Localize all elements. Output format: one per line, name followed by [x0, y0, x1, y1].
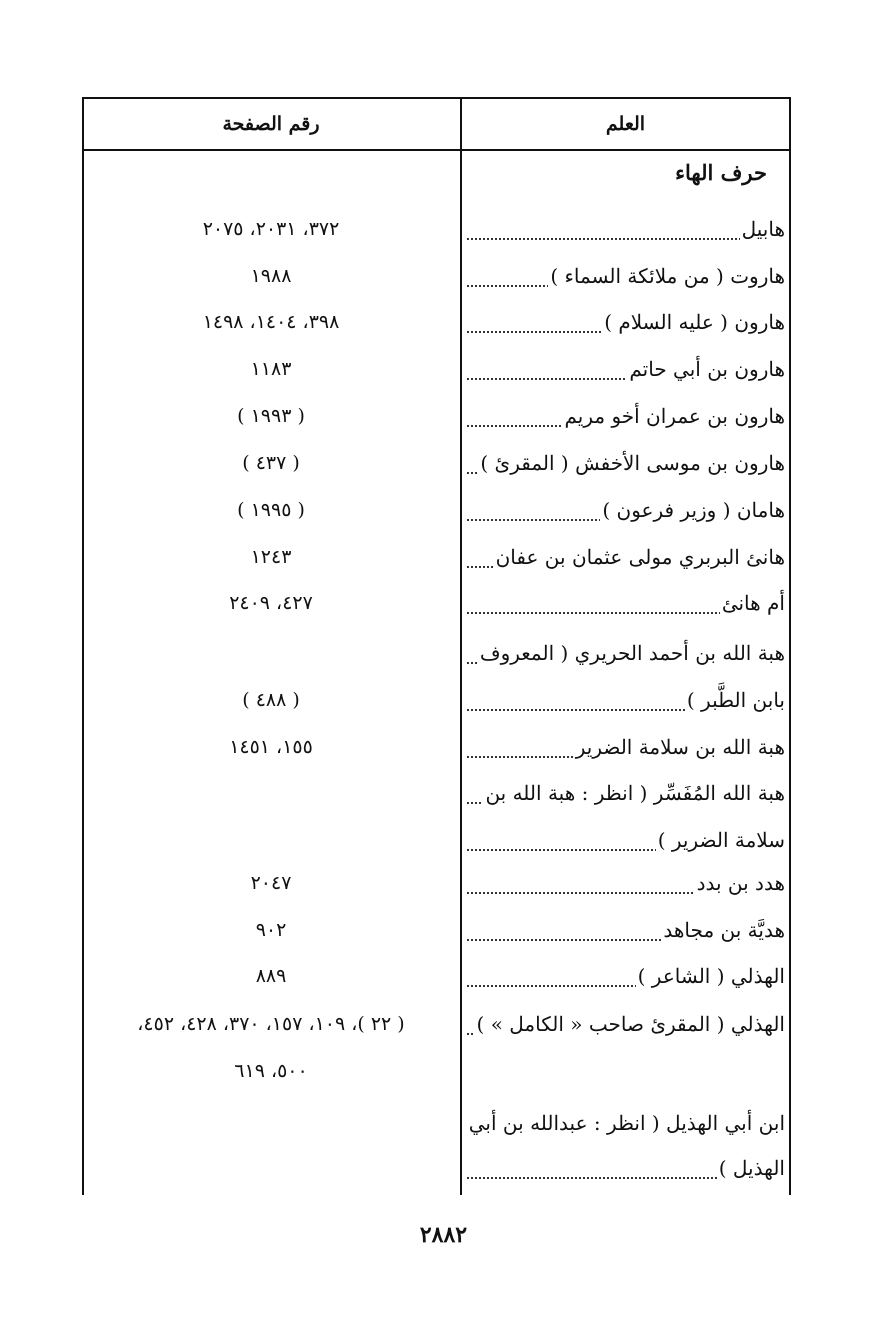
- entry-name-text: ابن أبي الهذيل ( انظر : عبدالله بن أبي: [468, 1111, 785, 1135]
- table-row: [82, 953, 791, 999]
- header-name-column: العلم: [605, 113, 646, 135]
- entry-pages: ١٢٤٣: [250, 546, 292, 568]
- table-row: [82, 1145, 791, 1191]
- entry-name: [467, 1100, 785, 1146]
- entry-pages: ٣٩٨، ١٤٠٤، ١٤٩٨: [202, 311, 340, 333]
- entry-name: [467, 1001, 785, 1047]
- table-row: [82, 393, 791, 439]
- table-row: [82, 1048, 791, 1094]
- entry-name-text: هاروت ( من ملائكة السماء ): [550, 264, 785, 288]
- entry-name: [467, 1145, 785, 1191]
- table-row: [82, 534, 791, 580]
- table-row: [82, 440, 791, 486]
- entry-name-text: هارون ( عليه السلام ): [604, 310, 785, 334]
- entry-pages: ١٥٥، ١٤٥١: [229, 736, 313, 758]
- table-row: [82, 724, 791, 770]
- entry-name: [467, 860, 785, 906]
- entry-name-text: هديَّة بن مجاهد: [663, 918, 785, 942]
- table-row: [82, 580, 791, 626]
- entry-pages: ١٩٨٨: [250, 265, 292, 287]
- table-row: [82, 677, 791, 723]
- entry-pages: ( ١٩٩٣ ): [237, 405, 305, 427]
- page-number: ٢٨٨٢: [419, 1222, 468, 1248]
- entry-name: [467, 206, 785, 252]
- entry-name-text: هبة الله بن سلامة الضرير: [575, 735, 785, 759]
- entry-name-text: بابن الطَّبر ): [686, 688, 785, 712]
- entry-pages: ١١٨٣: [250, 358, 292, 380]
- entry-pages: ( ٤٨٨ ): [242, 689, 300, 711]
- entry-pages: ( ٤٣٧ ): [242, 452, 300, 474]
- entry-name-text: هارون بن عمران أخو مريم: [564, 404, 785, 428]
- entry-name: [467, 440, 785, 486]
- entry-pages: ٨٨٩: [255, 965, 287, 987]
- entry-name: [467, 630, 785, 676]
- entry-name: [467, 724, 785, 770]
- entry-name: [467, 299, 785, 345]
- table-row: [82, 346, 791, 392]
- table-row: [82, 1100, 791, 1146]
- entry-name: [467, 393, 785, 439]
- table-row: [82, 770, 791, 816]
- entry-name-text: هارون بن أبي حاتم: [629, 357, 785, 381]
- entry-name: [467, 677, 785, 723]
- entry-name-text: أم هانئ: [721, 591, 785, 615]
- entry-name: [467, 907, 785, 953]
- leader-dots: [467, 238, 785, 240]
- entry-name: [467, 346, 785, 392]
- header-page-column: رقم الصفحة: [222, 113, 320, 135]
- entry-pages: ( ١٩٩٥ ): [237, 499, 305, 521]
- entry-pages: ٩٠٢: [255, 919, 287, 941]
- entry-pages: ٢٠٤٧: [250, 872, 292, 894]
- entry-pages: ٤٢٧، ٢٤٠٩: [229, 592, 313, 614]
- entry-name: [467, 817, 785, 863]
- entry-name: [467, 487, 785, 533]
- entry-name-text: الهذلي ( المقرئ صاحب « الكامل » ): [476, 1012, 785, 1036]
- header-bottom-rule: [82, 149, 791, 151]
- table-row: [82, 817, 791, 863]
- entry-name-text: هابيل: [741, 217, 785, 241]
- entry-name: [467, 580, 785, 626]
- entry-name-text: الهذيل ): [718, 1156, 785, 1180]
- section-title: حرف الهاء: [675, 160, 767, 185]
- entry-name-text: هانئ البربري مولى عثمان بن عفان: [495, 545, 785, 569]
- entry-name: [467, 253, 785, 299]
- table-row: [82, 299, 791, 345]
- entry-name-text: هدد بن بدد: [696, 871, 785, 895]
- entry-name-text: هبة الله المُفَسِّر ( انظر : هبة الله بن: [485, 781, 785, 805]
- entry-name-text: سلامة الضرير ): [657, 828, 785, 852]
- entry-name-text: الهذلي ( الشاعر ): [637, 964, 785, 988]
- entry-name: [467, 770, 785, 816]
- table-row: [82, 206, 791, 252]
- table-row: [82, 487, 791, 533]
- table-top-rule: [82, 97, 791, 99]
- entry-pages: ( ٢٢ )، ١٠٩، ١٥٧، ٣٧٠، ٤٢٨، ٤٥٢،: [137, 1013, 405, 1035]
- entry-name-text: هبة الله بن أحمد الحريري ( المعروف: [479, 641, 785, 665]
- table-row: [82, 860, 791, 906]
- table-row: [82, 1001, 791, 1047]
- table-row: [82, 630, 791, 676]
- entry-name: [467, 953, 785, 999]
- table-row: [82, 253, 791, 299]
- entry-name-text: هارون بن موسى الأخفش ( المقرئ ): [480, 451, 785, 475]
- table-row: [82, 907, 791, 953]
- entry-name-text: هامان ( وزير فرعون ): [602, 498, 785, 522]
- entry-name: [467, 534, 785, 580]
- entry-pages: ٥٠٠، ٦١٩: [234, 1060, 308, 1082]
- entry-pages: ٣٧٢، ٢٠٣١، ٢٠٧٥: [202, 218, 340, 240]
